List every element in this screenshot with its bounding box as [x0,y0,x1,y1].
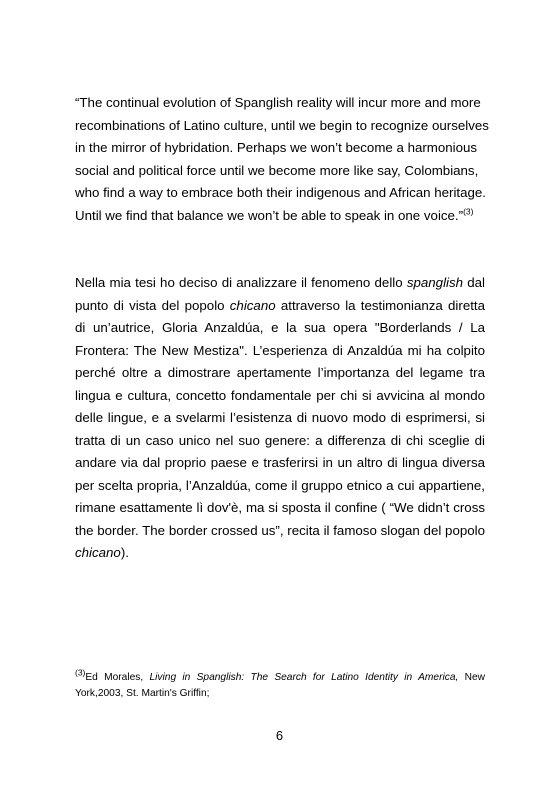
footnote [75,667,485,702]
term-spanglish: spanglish [406,275,464,290]
footnote-author: Ed Morales, [85,672,150,683]
footnote-ref: (3) [75,667,86,678]
quote-footnote-ref: (3) [463,206,474,217]
body-text-1: Nella mia tesi ho deciso di analizzare il fenomeno dello [75,275,407,290]
page-number: 6 [275,728,284,743]
body-text-3: attraverso la testimonianza diretta di un’autrice, Gloria Anzaldúa, e la sua opera "Borderlands / La Frontera: The New Mestiza". L’esperienza di Anzaldúa mi ha colpito perché oltre a dimostrare apertamente l’importanza del legame tra lingua e cultura, concetto fondamentale per chi si avvicina al mondo delle lingue, e a svelarmi l’esistenza di nuovo modo di esprimersi, si tratta di un caso unico nel suo genere: a differenza di chi sceglie di andare via dal proprio paese e trasferirsi in un altro di lingua diversa per scelta propria, l’Anzaldúa, come il gruppo etnico a cui appartiene, rimane esattamente lì dov'è, ma si sposta il confine ( “We didn’t cross the border. The border crossed us”, recita il famoso slogan del popolo [75,297,485,538]
footnote-title: Living in Spanglish: The Search for Latino Identity in America, [149,672,459,683]
term-chicano: chicano [229,297,276,313]
footnote-publication: New York,2003, St. Martin's Griffin; [75,672,485,699]
quote-text: “The continual evolution of Spanglish reality will incur more and more recombinations of Latino culture, until we begin to recognize ourselves in the mirror of hybridation. Perhaps we won’t become a harmonious social and political force until we become more like say, Colombians, who find a way to embrace both their indigenous and African heritage. Until we find that balance we won’t be able to speak in one voice.” [75,95,489,223]
body-text-2: dal punto di vista del popolo [75,275,485,313]
body-paragraph [75,272,485,565]
term-chicano-2: chicano [75,545,121,560]
body-text-4: ). [120,545,129,560]
block-quote [75,92,495,227]
